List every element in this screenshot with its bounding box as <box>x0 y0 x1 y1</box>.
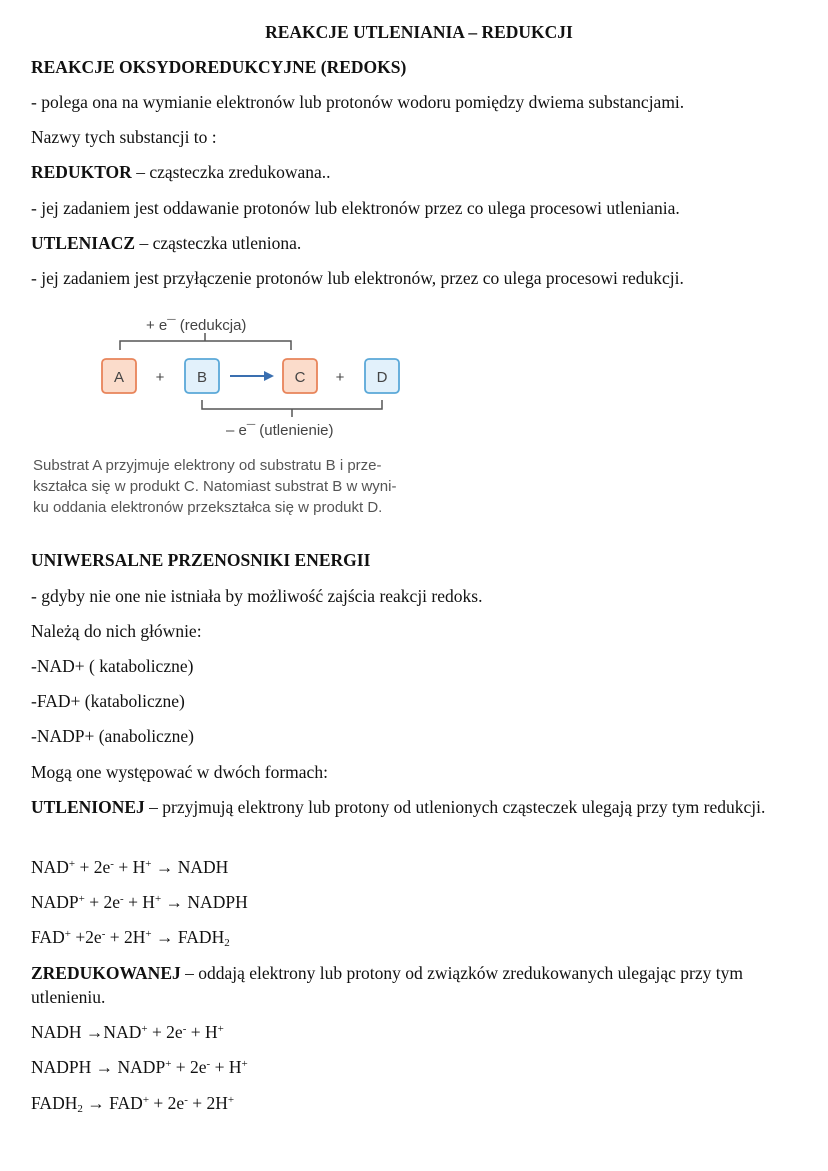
box-b-label: B <box>196 369 208 386</box>
equation-nad: NAD+ + 2e- + H+ → NADH <box>31 857 229 877</box>
reaction-arrow-head <box>264 371 274 381</box>
definition-oxidized-form: UTLENIONEJ – przyjmują elektrony lub protony od utlenionych cząsteczek ulegają przy tym redukcji. <box>31 797 766 817</box>
oxidation-label: – e¯ (utlenienie) <box>226 422 334 439</box>
section-heading-carriers: UNIWERSALNE PRZENOSNIKI ENERGII <box>31 550 371 570</box>
paragraph: - jej zadaniem jest przyłączenie protonów lub elektronów, przez co ulega procesowi redukcji. <box>31 268 684 288</box>
list-item: -NADP+ (anaboliczne) <box>31 726 194 746</box>
diagram-caption-line: kształca się w produkt C. Natomiast substrat B w wyni- <box>33 478 397 495</box>
paragraph: Mogą one występować w dwóch formach: <box>31 762 328 782</box>
equation-nadh: NADH →NAD+ + 2e- + H+ <box>31 1022 224 1042</box>
box-a-label: A <box>113 369 125 386</box>
equation-fadh2: $FADH_2 \to FAD^+ + 2e^- + 2H^+$ <box>31 1093 235 1115</box>
paragraph: Należą do nich głównie: <box>31 621 202 641</box>
box-c-label: C <box>294 369 306 386</box>
definition-reduced-form: ZREDUKOWANEJ – oddają elektrony lub protony od związków zredukowanych ulegając przy tym utlenieniu. <box>31 963 743 1007</box>
reduction-bracket <box>120 341 291 350</box>
plus-sign: + <box>155 369 165 386</box>
list-item: -NAD+ ( kataboliczne) <box>31 656 194 676</box>
equation-nadp: NADP+ + 2e- + H+ → NADPH <box>31 892 248 912</box>
paragraph: - gdyby nie one nie istniała by możliwość zajścia reakcji redoks. <box>31 586 483 606</box>
diagram-caption-line: ku oddania elektronów przekształca się w produkt D. <box>33 499 383 516</box>
definition-utleniacz: UTLENIACZ – cząsteczka utleniona. <box>31 233 302 253</box>
paragraph: - jej zadaniem jest oddawanie protonów lub elektronów przez co ulega procesowi utleniania. <box>31 198 680 218</box>
box-d-label: D <box>376 369 388 386</box>
page-title: REAKCJE UTLENIANIA – REDUKCJI <box>265 22 573 42</box>
oxidation-bracket <box>202 400 382 409</box>
diagram-caption-line: Substrat A przyjmuje elektrony od substratu B i prze- <box>33 457 382 474</box>
equation-fad: $FAD^+ +2e^- + 2H^+ \to FADH_2$ <box>31 927 230 949</box>
section-heading-redox: REAKCJE OKSYDOREDUKCYJNE (REDOKS) <box>31 57 407 77</box>
list-item: -FAD+ (kataboliczne) <box>31 691 185 711</box>
equation-nadph: NADPH → NADP+ + 2e- + H+ <box>31 1057 248 1077</box>
reduction-label: + e¯ (redukcja) <box>146 317 247 334</box>
plus-sign: + <box>335 369 345 386</box>
paragraph: Nazwy tych substancji to : <box>31 127 217 147</box>
redox-diagram <box>20 302 440 452</box>
definition-reduktor: REDUKTOR – cząsteczka zredukowana.. <box>31 162 331 182</box>
paragraph: - polega ona na wymianie elektronów lub protonów wodoru pomiędzy dwiema substancjami. <box>31 92 685 112</box>
